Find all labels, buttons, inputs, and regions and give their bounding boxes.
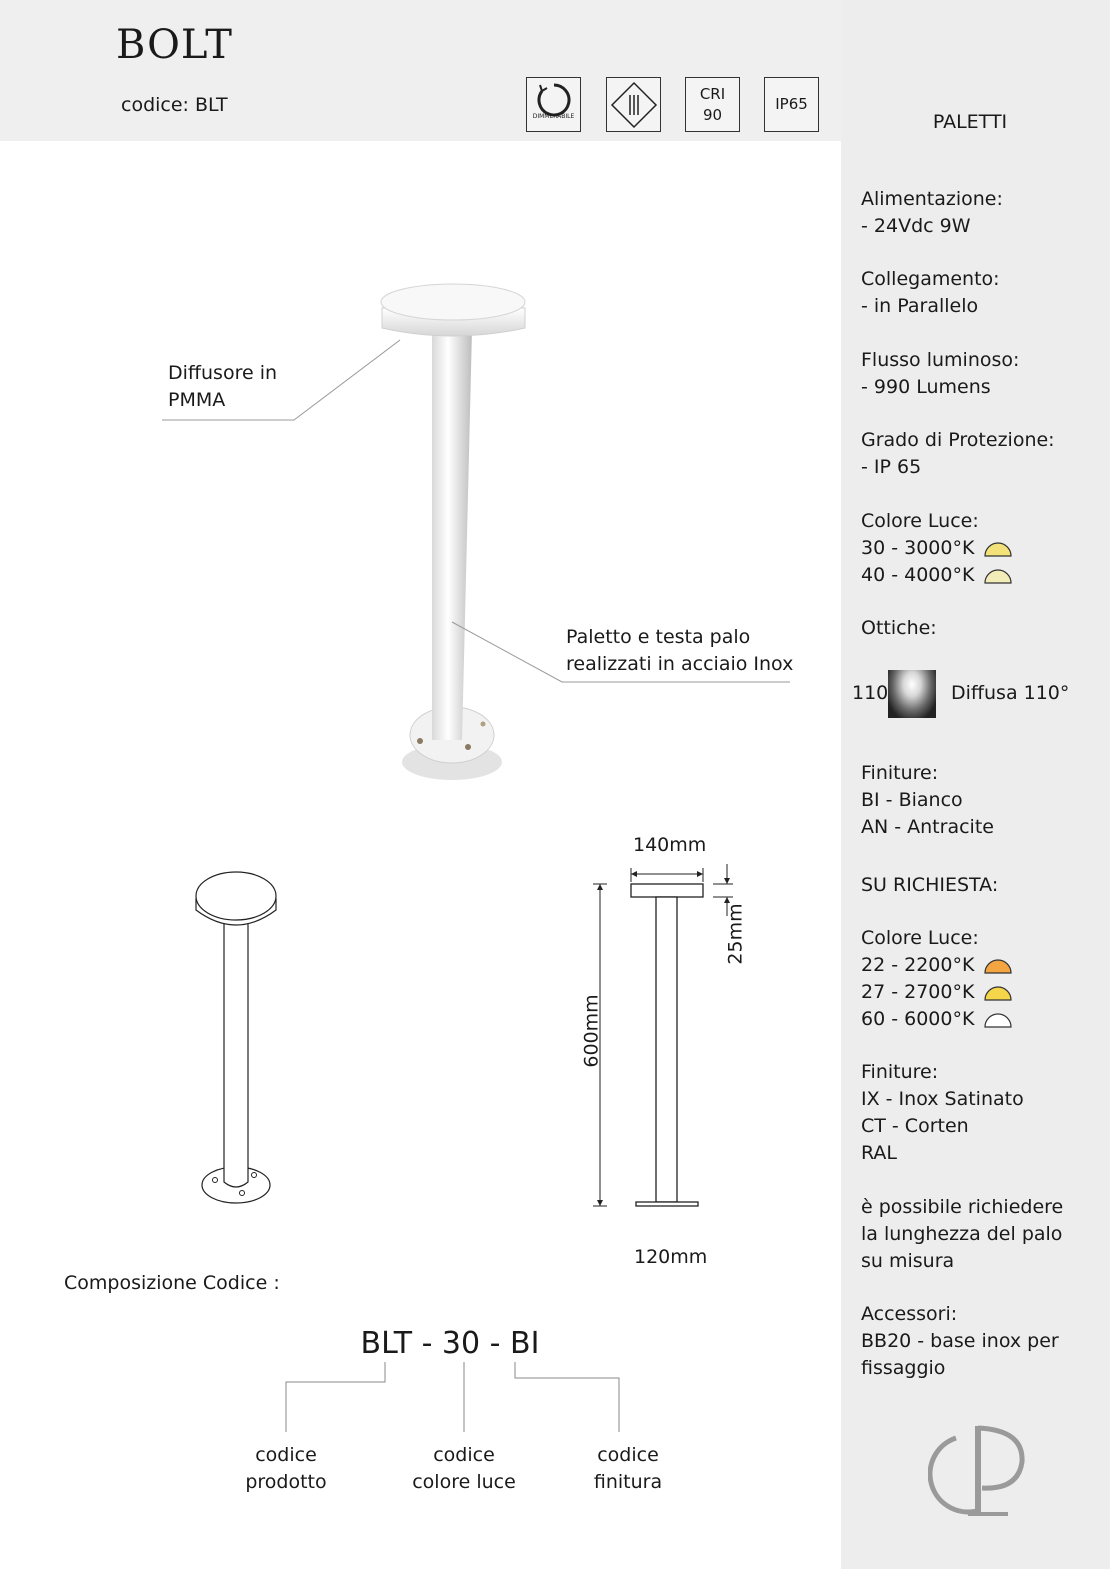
light-color-swatch-icon (984, 958, 1012, 974)
diffuser-line-1: Diffusore in (168, 362, 278, 384)
composition-label-color: codice colore luce (412, 1444, 516, 1493)
category-title: PALETTI (932, 111, 1008, 133)
pole-callout (566, 624, 793, 678)
light-color-item: 40 - 4000°K (861, 562, 1012, 589)
light-color-item: 27 - 2700°K (861, 979, 1012, 1006)
optic-label: Diffusa 110° (951, 682, 1070, 704)
dim-base-width: 120mm (634, 1246, 708, 1268)
perspective-drawing (180, 860, 300, 1220)
optic-beam-icon (888, 670, 936, 718)
composition-title: Composizione Codice : (64, 1272, 280, 1294)
spec-flux: Flusso luminoso: - 990 Lumens (861, 349, 1020, 398)
dim-head-height: 25mm (724, 903, 747, 965)
light-color-item: 30 - 3000°K (861, 535, 1012, 562)
on-request-title: SU RICHIESTA: (861, 874, 999, 896)
composition-connectors (270, 1360, 640, 1435)
cri-value: 90 (702, 105, 723, 124)
composition-label-finish: codice finitura (593, 1444, 663, 1493)
diffuser-line-2: PMMA (168, 389, 226, 411)
light-color-swatch-icon (984, 1012, 1012, 1028)
code-label: codice: (121, 94, 189, 116)
optic-code: 110 (852, 682, 889, 704)
ip-value: IP65 (775, 95, 808, 113)
spec-custom-length: è possibile richiedere la lunghezza del palo su misura (861, 1196, 1064, 1272)
spec-accessories: Accessori: BB20 - base inox per fissaggio (861, 1303, 1059, 1379)
spec-request-finishes: Finiture: IX - Inox Satinato CT - Corten RAL (861, 1061, 1024, 1164)
spec-finishes: Finiture: BI - Bianco AN - Antracite (861, 762, 994, 838)
light-color-swatch-icon (984, 541, 1012, 557)
light-color-swatch-icon (984, 985, 1012, 1001)
light-color-item: 22 - 2200°K (861, 952, 1012, 979)
dim-head-width: 140mm (633, 834, 707, 856)
pole-line-2: realizzati in acciaio Inox (566, 653, 794, 675)
spec-light-color: Colore Luce: 30 - 3000°K 40 - 4000°K (861, 508, 1012, 589)
code-value: BLT (195, 94, 228, 116)
composition-label-product: codice prodotto (245, 1444, 327, 1493)
dim-height: 600mm (580, 994, 603, 1068)
cri-title: CRI (699, 84, 726, 103)
spec-power: Alimentazione: - 24Vdc 9W (861, 188, 1003, 237)
spec-protection: Grado di Protezione: - IP 65 (861, 429, 1055, 478)
callout-lines (0, 0, 841, 800)
brand-logo-icon (928, 1418, 1032, 1522)
pole-line-1: Paletto e testa palo (566, 626, 751, 648)
spec-connection: Collegamento: - in Parallelo (861, 268, 1000, 317)
brand-title: BOLT (116, 22, 233, 68)
spec-optics-title: Ottiche: (861, 617, 937, 639)
dimmable-label: DIMMERABILE (532, 113, 575, 120)
light-color-swatch-icon (984, 568, 1012, 584)
diffuser-callout (168, 360, 277, 414)
composition-code: BLT - 30 - BI (360, 1326, 540, 1361)
light-color-item: 60 - 6000°K (861, 1006, 1012, 1033)
spec-request-light-color: Colore Luce: 22 - 2200°K 27 - 2700°K 60 - 6000°K (861, 925, 1012, 1033)
